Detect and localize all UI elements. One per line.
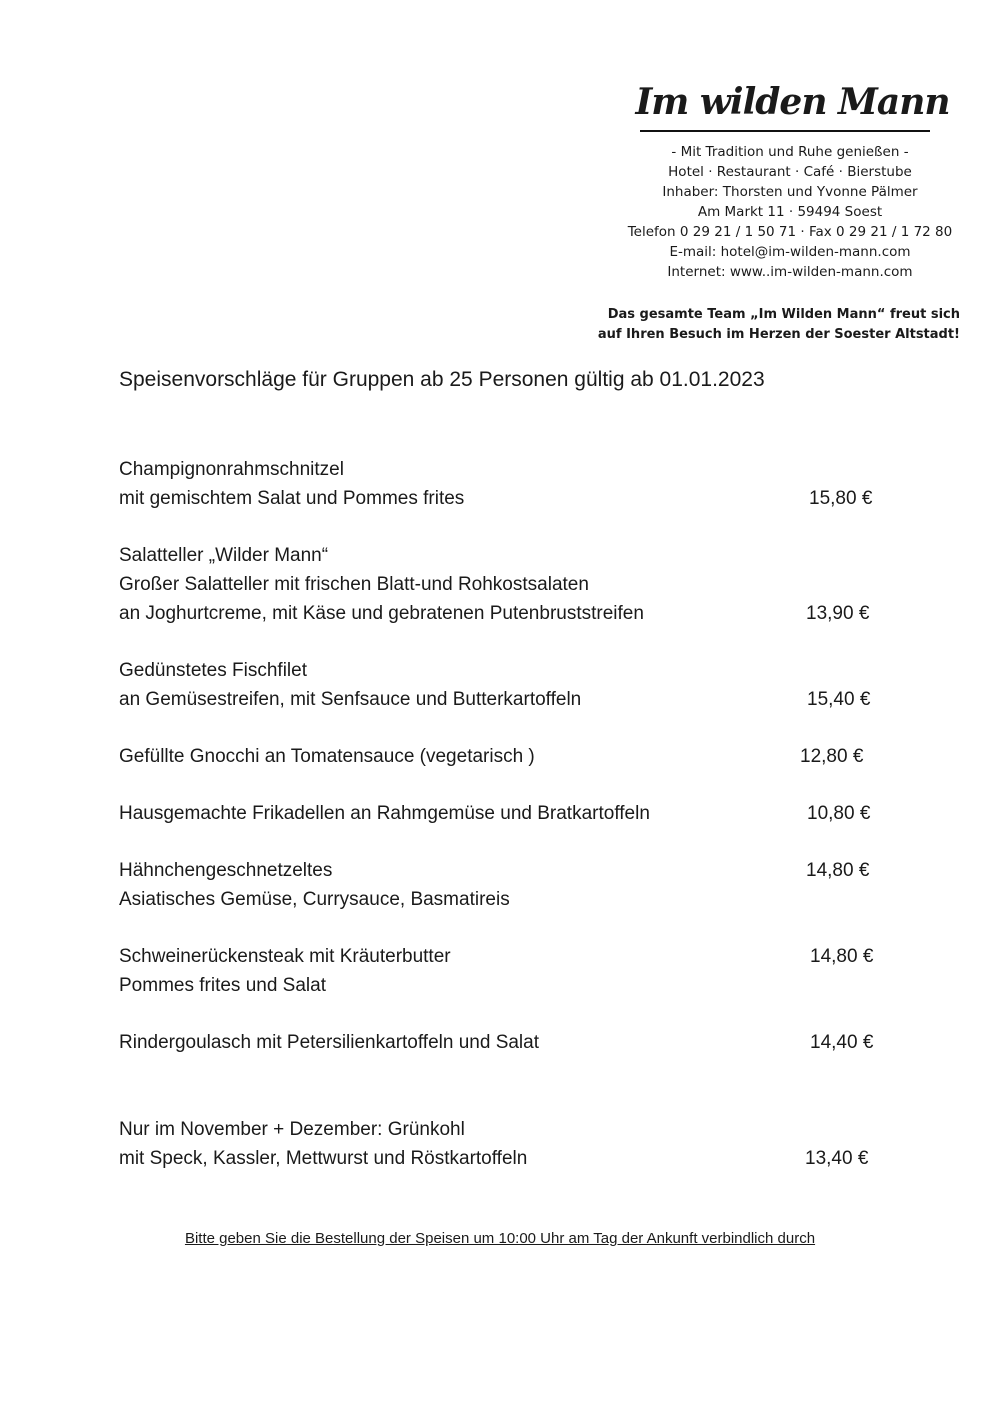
menu-item-description: Großer Salatteller mit frischen Blatt-und Rohkostsalaten: [119, 574, 589, 595]
services-line: Hotel · Restaurant · Café · Bierstube: [668, 164, 912, 180]
team-greeting: [580, 305, 970, 345]
menu-item: [119, 1115, 889, 1173]
menu-item: [119, 455, 889, 513]
menu-item: [119, 656, 889, 714]
menu-item: [119, 1028, 889, 1057]
menu-item-description: an Joghurtcreme, mit Käse und gebratenen Putenbruststreifen: [119, 603, 644, 624]
owners-line: Inhaber: Thorsten und Yvonne Pälmer: [662, 184, 918, 200]
menu-item: [119, 742, 889, 771]
logo-divider: [640, 130, 930, 132]
menu-item-name: Gedünstetes Fischfilet: [119, 660, 307, 681]
menu-item-price: 15,40 €: [807, 689, 871, 710]
menu-item-price: 15,80 €: [809, 488, 873, 509]
menu-item-price: 13,90 €: [806, 603, 870, 624]
logo-wordmark: Im wilden Mann: [635, 81, 950, 123]
letterhead: [600, 80, 970, 282]
menu-item: [119, 541, 889, 628]
email-line: E-mail: hotel@im-wilden-mann.com: [669, 244, 911, 260]
menu-item-name: Hausgemachte Frikadellen an Rahmgemüse und Bratkartoffeln: [119, 803, 650, 824]
menu-item-price: 14,80 €: [806, 860, 870, 881]
menu-item-description: mit gemischtem Salat und Pommes frites: [119, 488, 465, 509]
menu-item-name: Schweinerückensteak mit Kräuterbutter: [119, 946, 451, 967]
team-greeting-line-1: Das gesamte Team „Im Wilden Mann“ freut sich: [607, 307, 960, 322]
menu-item-description: mit Speck, Kassler, Mettwurst und Röstkartoffeln: [119, 1148, 528, 1169]
menu-item-name: Champignonrahmschnitzel: [119, 459, 344, 480]
menu-item-description: Asiatisches Gemüse, Currysauce, Basmatireis: [119, 889, 510, 910]
order-deadline-note: Bitte geben Sie die Bestellung der Speisen um 10:00 Uhr am Tag der Ankunft verbindlich durch: [184, 1230, 816, 1247]
menu-item-price: 10,80 €: [807, 803, 871, 824]
internet-line: Internet: www..im-wilden-mann.com: [667, 264, 913, 280]
menu-item: [119, 799, 889, 828]
address-line: Am Markt 11 · 59494 Soest: [697, 204, 883, 220]
menu-item: [119, 856, 889, 914]
menu-item: [119, 942, 889, 1000]
menu-item-name: Hähnchengeschnetzeltes: [119, 860, 333, 881]
page-title: Speisenvorschläge für Gruppen ab 25 Personen gültig ab 01.01.2023: [119, 368, 765, 391]
tagline: - Mit Tradition und Ruhe genießen -: [671, 144, 909, 160]
team-greeting-line-2: auf Ihren Besuch im Herzen der Soester Altstadt!: [597, 327, 960, 342]
menu-item-name: Gefüllte Gnocchi an Tomatensauce (vegetarisch ): [119, 746, 535, 767]
phone-fax-line: Telefon 0 29 21 / 1 50 71 · Fax 0 29 21 / 1 72 80: [627, 224, 953, 240]
menu-item-description: Pommes frites und Salat: [119, 975, 326, 996]
menu-item-price: 12,80 €: [800, 746, 864, 767]
menu-item-price: 13,40 €: [805, 1148, 869, 1169]
menu-item-name: Salatteller „Wilder Mann“: [119, 545, 329, 566]
menu-item-price: 14,40 €: [810, 1032, 874, 1053]
menu-item-price: 14,80 €: [810, 946, 874, 967]
menu-item-description: an Gemüsestreifen, mit Senfsauce und Butterkartoffeln: [119, 689, 582, 710]
menu-item-name: Nur im November + Dezember: Grünkohl: [119, 1119, 465, 1140]
menu-item-name: Rindergoulasch mit Petersilienkartoffeln und Salat: [119, 1032, 539, 1053]
